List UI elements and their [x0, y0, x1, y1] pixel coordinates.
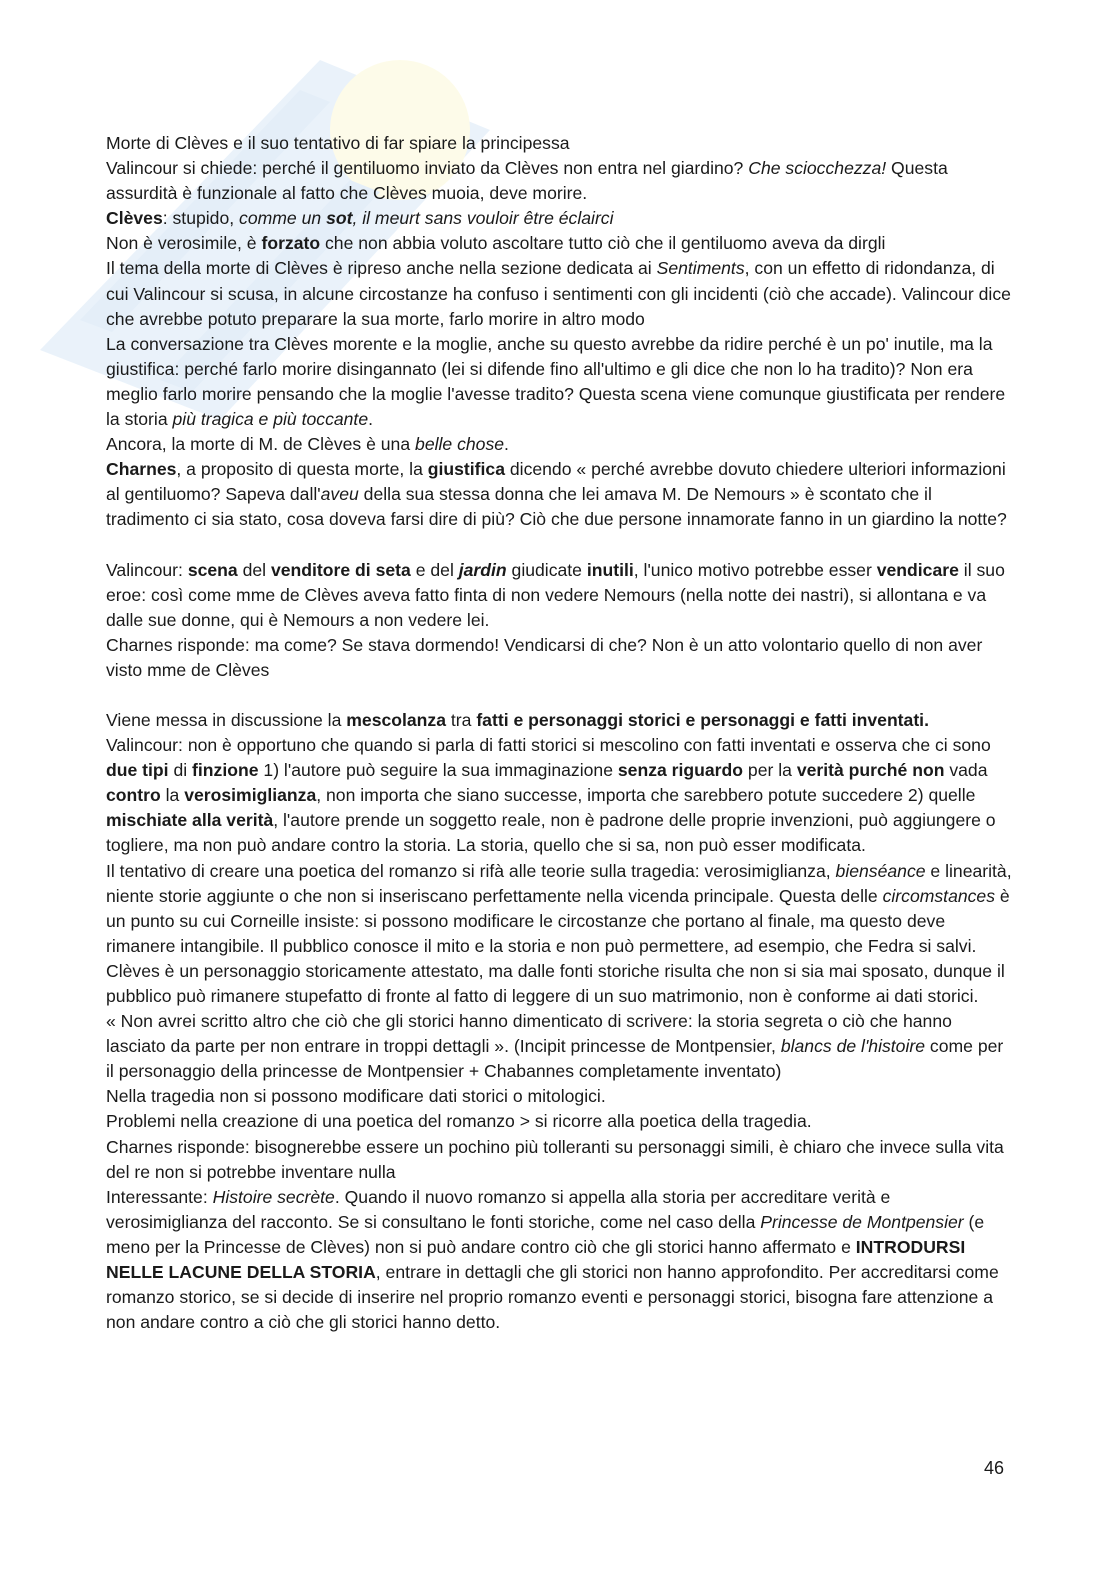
- text-run: Problemi nella creazione di una poetica del romanzo > si ricorre alla poetica della tragedia.: [106, 1111, 812, 1132]
- text-run: senza riguardo: [617, 760, 744, 781]
- text-run: Il tema della morte di Clèves è ripreso anche nella sezione dedicata ai: [106, 258, 657, 279]
- paragraph: [106, 156, 1012, 206]
- paragraph: [106, 432, 1012, 457]
- paragraph: [106, 733, 1012, 858]
- paragraph: [106, 558, 1012, 633]
- paragraph-spacer: [106, 683, 1012, 708]
- text-run: Charnes risponde: ma come? Se stava dormendo! Vendicarsi di che? Non è un atto volontario quello di non aver visto mme de Clèves: [106, 634, 983, 680]
- text-run: Nella tragedia non si possono modificare dati storici o mitologici.: [106, 1086, 606, 1107]
- paragraph: [106, 1109, 1012, 1134]
- text-run: 1) l'autore può seguire la sua immaginazione: [258, 760, 618, 781]
- text-run: della sua stessa donna che lei amava M. De Nemours » è scontato che il tradimento ci sia stato, cosa doveva farsi dire di più? Ciò che due persone innamorate fanno in un giardino la notte?: [106, 484, 1007, 530]
- text-run: jardin: [458, 559, 507, 580]
- text-run: dicendo « perché avrebbe dovuto chiedere ulteriori informazioni al gentiluomo? Sapeva dall': [106, 459, 1006, 505]
- text-run: , con un effetto di ridondanza, di cui Valincour si scusa, in alcune circostanze ha confuso i sentimenti con gli incidenti (ciò che accade). Valincour dice che avrebbe potuto preparare la sua morte, farlo morire in altro modo: [106, 258, 1011, 329]
- text-run: La conversazione tra Clèves morente e la moglie, anche su questo avrebbe da ridire perché è un po' inutile, ma la giustifica: perché farlo morire disingannato (lei si difende fino all'ultimo e gli dice che non lo ha tradito)? Non era meglio farlo morire pensando che la moglie l'avesse tradito? Questa scena viene comunque giustificata per rendere la storia: [106, 333, 1006, 430]
- paragraph: [106, 1084, 1012, 1109]
- text-run: : stupido,: [162, 208, 240, 229]
- text-run: per la: [743, 760, 797, 781]
- text-run: fatti e personaggi storici e personaggi e fatti inventati.: [476, 709, 929, 730]
- text-run: Interessante:: [106, 1186, 213, 1207]
- text-run: .: [368, 409, 374, 430]
- paragraph: [106, 633, 1012, 683]
- text-run: venditore di seta: [270, 559, 411, 580]
- text-run: Ancora, la morte di M. de Clèves è una: [106, 434, 416, 455]
- text-run: blancs de l'histoire: [780, 1036, 926, 1057]
- paragraph: [106, 1135, 1012, 1185]
- text-run: « Non avrei scritto altro che ciò che gli storici hanno dimenticato di scrivere: la storia segreta o ciò che hanno lasciato da parte per non entrare in troppi dettagli ». (Incipit princesse de Montpensier,: [106, 1011, 952, 1057]
- text-run: giudicate: [506, 559, 587, 580]
- text-run: Charnes risponde: bisognerebbe essere un pochino più tolleranti su personaggi simili, è chiaro che invece sulla vita del re non si potrebbe inventare nulla: [106, 1136, 1004, 1182]
- text-run: vada: [944, 760, 988, 781]
- text-run: Il tentativo di creare una poetica del romanzo si rifà alle teorie sulla tragedia: verosimiglianza,: [106, 860, 836, 881]
- paragraph: [106, 708, 1012, 733]
- text-run: come per il personaggio della princesse de Montpensier + Chabannes completamente inventato): [106, 1036, 1004, 1082]
- text-run: Che sciocchezza!: [748, 158, 887, 179]
- text-run: del: [237, 559, 271, 580]
- text-run: , non importa che siano successe, importa che sarebbero potute succedere 2) quelle: [316, 785, 976, 806]
- text-run: giustifica: [427, 459, 505, 480]
- paragraph-spacer: [106, 533, 1012, 558]
- text-run: verosimiglianza: [184, 785, 317, 806]
- text-run: è un punto su cui Corneille insiste: si possono modificare le circostanze che portano al finale, ma questo deve rimanere intangibile. Il pubblico conosce il mito e la storia e non può permettere, ad esempio, che Fedra si salvi.: [106, 885, 1010, 956]
- text-run: , l'unico motivo potrebbe esser: [633, 559, 877, 580]
- text-run: Clèves è un personaggio storicamente attestato, ma dalle fonti storiche risulta che non si sia mai sposato, dunque il pubblico può rimanere stupefatto di fronte al fatto di leggere di un suo matrimonio, non è conforme ai dati storici.: [106, 960, 1005, 1006]
- paragraph: [106, 1009, 1012, 1084]
- text-run: , l'autore prende un soggetto reale, non è padrone delle proprie invenzioni, può aggiungere o togliere, ma non può andare contro la storia. La storia, quello che si sa, non può esser modificata.: [106, 810, 996, 856]
- text-run: circomstances: [882, 885, 996, 906]
- paragraph: [106, 332, 1012, 432]
- text-run: Sentiments: [656, 258, 745, 279]
- text-run: forzato: [261, 233, 321, 254]
- text-run: più tragica e più toccante: [172, 409, 369, 430]
- text-run: verità purché non: [796, 760, 945, 781]
- paragraph: [106, 959, 1012, 1009]
- text-run: comme un: [239, 208, 327, 229]
- text-run: . Quando il nuovo romanzo si appella alla storia per accreditare verità e verosimiglianza del racconto. Se si consultano le fonti storiche, come nel caso della: [106, 1186, 891, 1232]
- text-run: Valincour:: [106, 559, 188, 580]
- text-run: , a proposito di questa morte, la: [176, 459, 428, 480]
- text-run: inutili: [586, 559, 634, 580]
- page-number: 46: [983, 1458, 1004, 1478]
- text-run: bienséance: [835, 860, 926, 881]
- text-run: mischiate alla verità: [106, 810, 274, 831]
- text-run: Clèves: [106, 208, 163, 229]
- text-run: sot: [326, 208, 353, 229]
- paragraph: [106, 1185, 1012, 1336]
- text-run: e del: [410, 559, 459, 580]
- text-run: aveu: [320, 484, 359, 505]
- text-run: vendicare: [876, 559, 959, 580]
- text-run: Princesse de Montpensier: [760, 1211, 964, 1232]
- text-run: il suo eroe: così come mme de Clèves aveva fatto finta di non vedere Nemours (nella notte dei nastri), si allontana e va dalle sue donne, qui è Nemours a non vedere lei.: [106, 559, 1005, 630]
- document-body: [106, 131, 1012, 1335]
- text-run: Valincour si chiede: perché il gentiluomo inviato da Clèves non entra nel giardino?: [106, 158, 749, 179]
- text-run: .: [504, 434, 509, 455]
- text-run: belle chose: [415, 434, 505, 455]
- text-run: la: [160, 785, 185, 806]
- paragraph: [106, 206, 1012, 231]
- text-run: Viene messa in discussione la: [106, 709, 347, 730]
- paragraph: [106, 859, 1012, 959]
- text-run: Non è verosimile, è: [106, 233, 262, 254]
- paragraph: [106, 231, 1012, 256]
- text-run: che non abbia voluto ascoltare tutto ciò che il gentiluomo aveva da dirgli: [320, 233, 886, 254]
- text-run: di: [168, 760, 193, 781]
- text-run: mescolanza: [346, 709, 447, 730]
- text-run: Morte di Clèves e il suo tentativo di far spiare la principessa: [106, 133, 570, 153]
- paragraph: [106, 131, 1012, 156]
- text-run: e linearità, niente storie aggiunte o che non si inseriscano perfettamente nella vicenda principale. Questa delle: [106, 860, 1012, 906]
- text-run: INTRODURSI NELLE LACUNE DELLA STORIA: [106, 1236, 966, 1283]
- text-run: , entrare in dettagli che gli storici non hanno approfondito. Per accreditarsi come romanzo storico, se si decide di inserire nel proprio romanzo eventi e personaggi storici, bisogna fare attenzione a non andare contro a ciò che gli storici hanno detto.: [106, 1262, 999, 1333]
- text-run: Histoire secrète: [212, 1186, 335, 1207]
- text-run: scena: [187, 559, 238, 580]
- text-run: Questa assurdità è funzionale al fatto che Clèves muoia, deve morire.: [106, 158, 948, 204]
- text-run: contro: [106, 785, 161, 806]
- text-run: , il meurt sans vouloir être éclairci: [352, 208, 614, 229]
- text-run: Valincour: non è opportuno che quando si parla di fatti storici si mescolino con fatti inventati e osserva che ci sono: [106, 735, 991, 756]
- text-run: finzione: [192, 760, 259, 781]
- text-run: (e meno per la Princesse de Clèves) non si può andare contro ciò che gli storici hanno affermato e: [106, 1211, 985, 1257]
- paragraph: [106, 457, 1012, 532]
- paragraph: [106, 256, 1012, 331]
- text-run: due tipi: [106, 760, 169, 781]
- text-run: tra: [446, 709, 477, 730]
- text-run: Charnes: [106, 459, 177, 480]
